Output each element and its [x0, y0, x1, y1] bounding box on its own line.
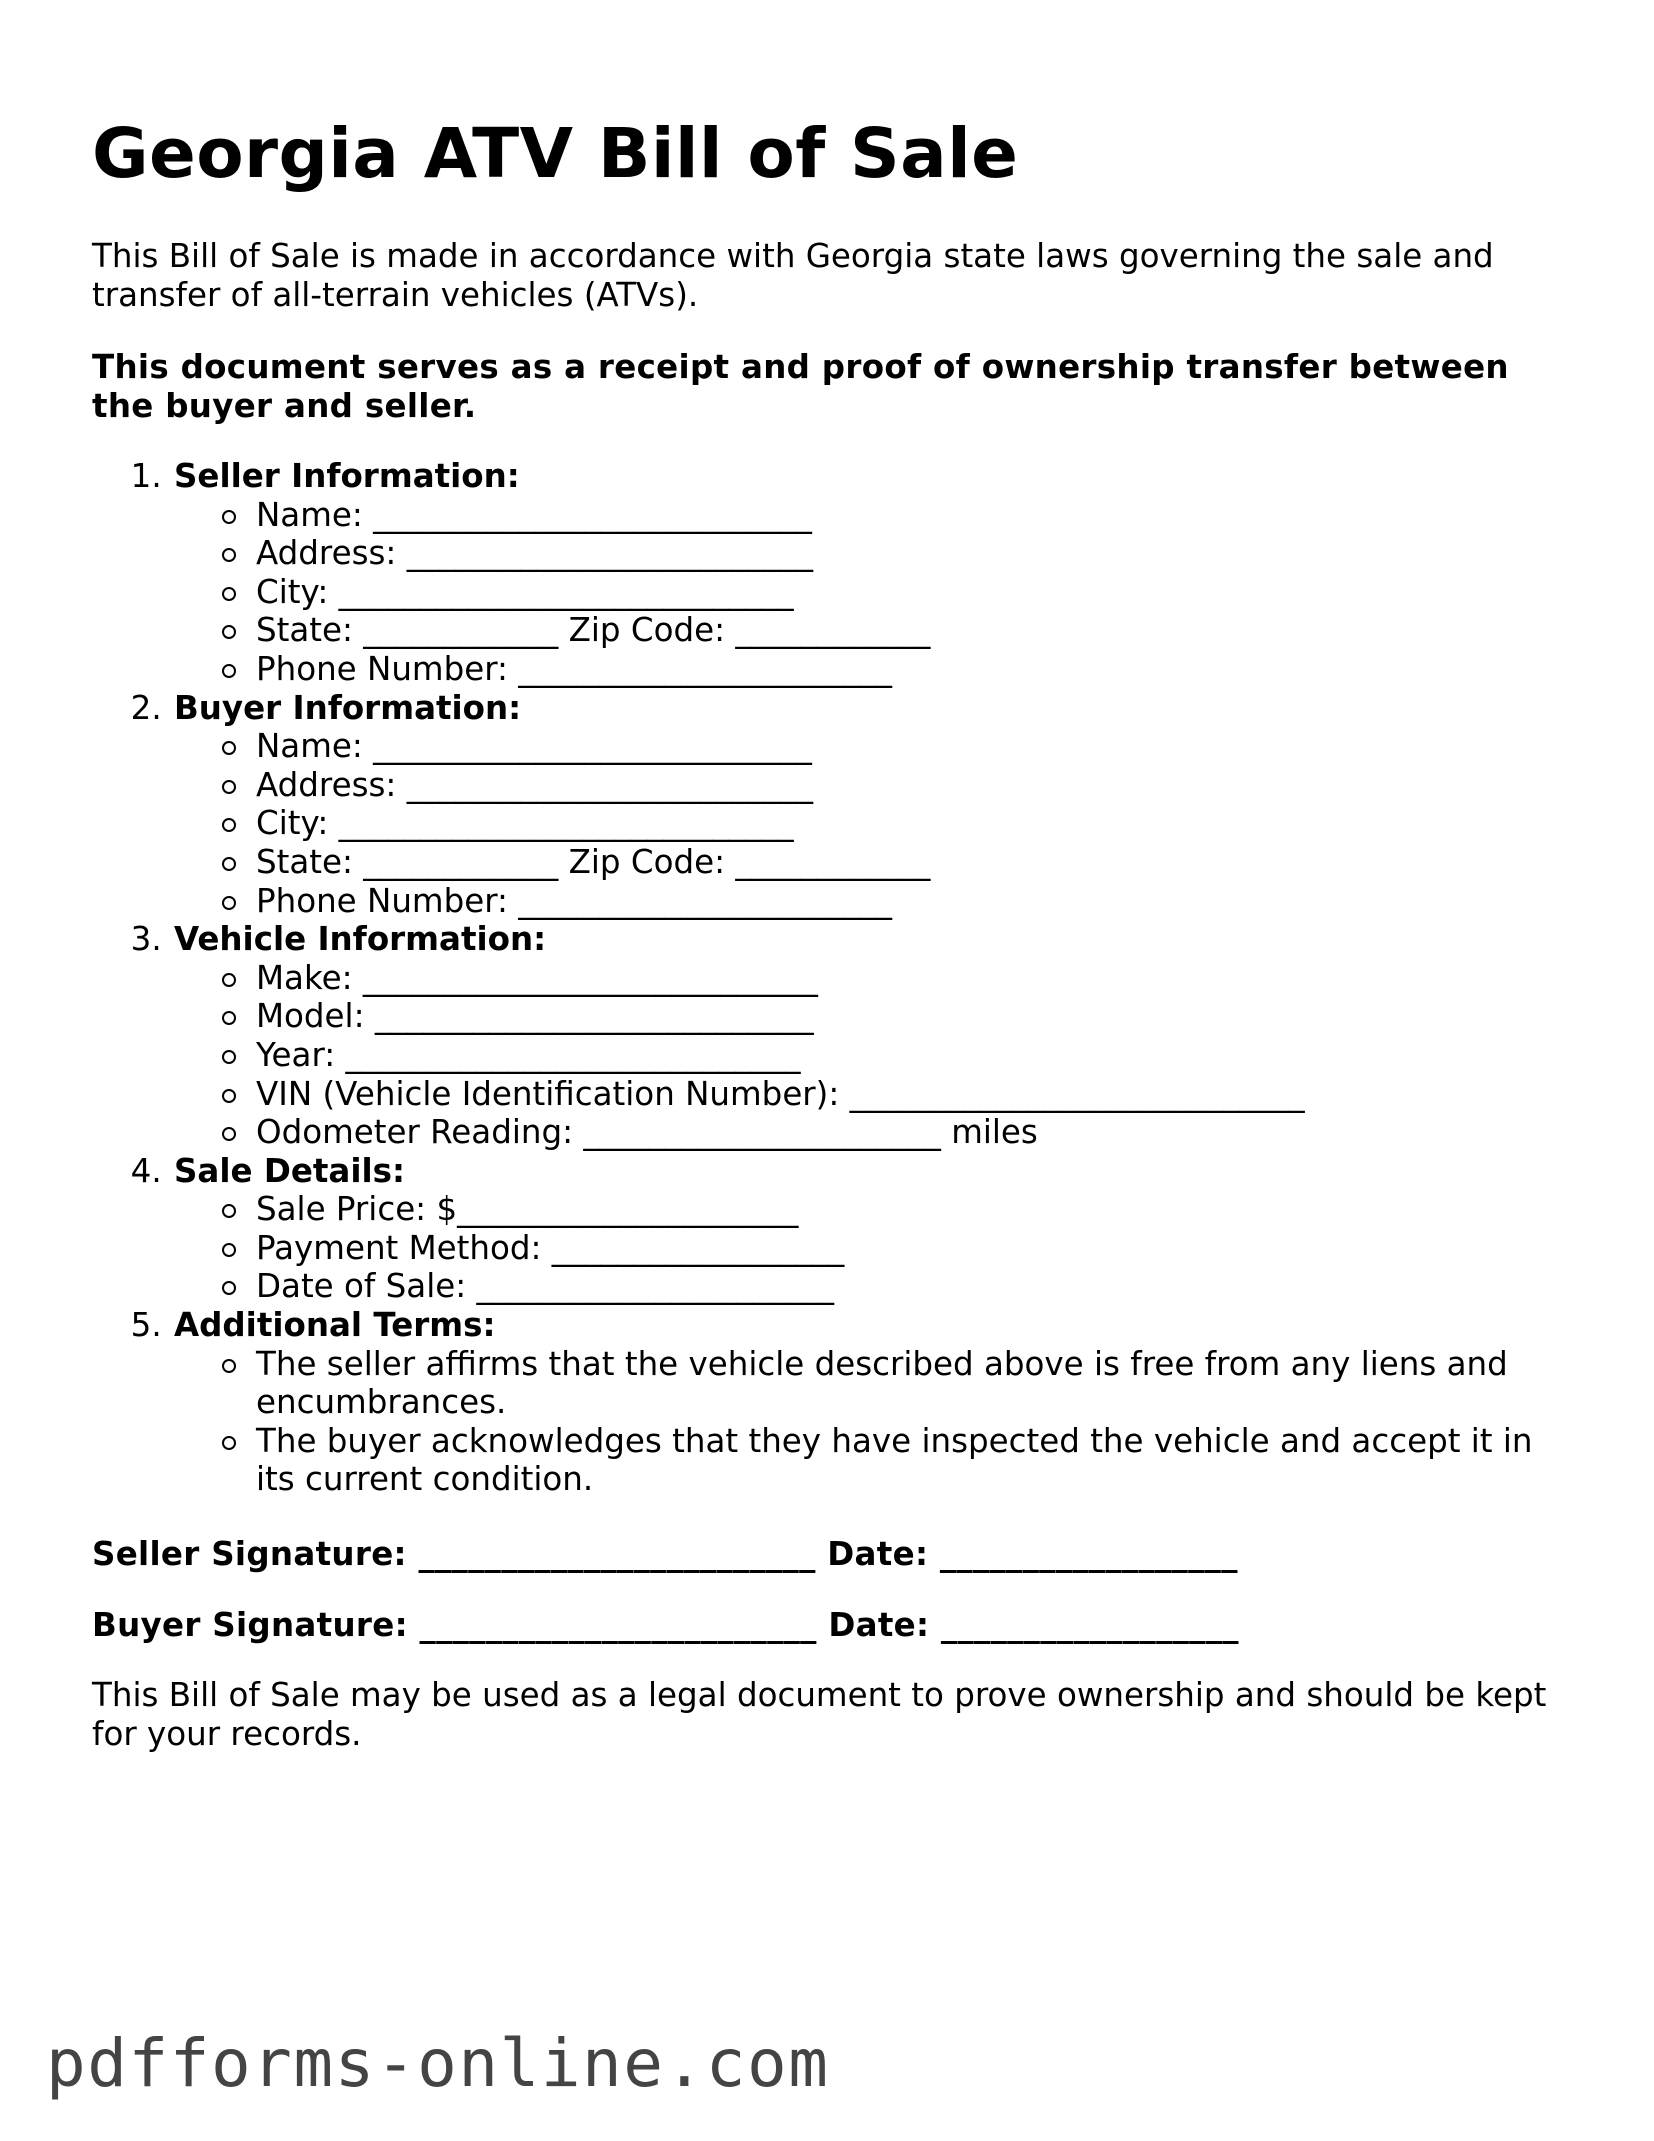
vehicle-model-field[interactable]: Model: ___________________________	[256, 997, 1572, 1036]
buyer-address-field[interactable]: Address: _________________________	[256, 766, 1572, 805]
buyer-state-zip-field[interactable]: State: ____________ Zip Code: ____________	[256, 843, 1572, 882]
seller-name-field[interactable]: Name: ___________________________	[256, 496, 1572, 535]
seller-state-zip-field[interactable]: State: ____________ Zip Code: ____________	[256, 611, 1572, 650]
closing-paragraph: This Bill of Sale may be used as a legal document to prove ownership and should be kept for your records.	[92, 1676, 1547, 1753]
vehicle-year-field[interactable]: Year: ____________________________	[256, 1036, 1572, 1075]
vehicle-vin-field[interactable]: VIN (Vehicle Identification Number): ____________________________	[256, 1075, 1572, 1114]
section-additional-terms	[172, 1306, 1572, 1499]
sale-fields	[174, 1190, 1572, 1306]
document-title: Georgia ATV Bill of Sale	[92, 114, 1019, 194]
section-title: Additional Terms:	[174, 1306, 496, 1345]
sale-price-field[interactable]: Sale Price: $_____________________	[256, 1190, 1572, 1229]
seller-phone-field[interactable]: Phone Number: _______________________	[256, 650, 1572, 689]
vehicle-make-field[interactable]: Make: ____________________________	[256, 959, 1572, 998]
section-vehicle-information	[172, 920, 1572, 1152]
notice-paragraph: This document serves as a receipt and proof of ownership transfer between the buyer and seller.	[92, 348, 1509, 425]
terms-list	[174, 1345, 1572, 1499]
buyer-city-field[interactable]: City: ____________________________	[256, 804, 1572, 843]
sections-list	[92, 457, 1572, 1499]
buyer-signature-line[interactable]: Buyer Signature: ________________________ Date: __________________	[92, 1606, 1239, 1644]
term-inspection: The buyer acknowledges that they have inspected the vehicle and accept it in its current condition.	[256, 1422, 1572, 1499]
section-title: Sale Details:	[174, 1151, 405, 1190]
seller-address-field[interactable]: Address: _________________________	[256, 534, 1572, 573]
intro-paragraph: This Bill of Sale is made in accordance with Georgia state laws governing the sale and transfer of all-terrain vehicles (ATVs).	[92, 237, 1494, 314]
section-title: Vehicle Information:	[174, 920, 547, 959]
seller-fields	[174, 496, 1572, 689]
payment-method-field[interactable]: Payment Method: __________________	[256, 1229, 1572, 1268]
section-sale-details	[172, 1152, 1572, 1306]
section-title: Seller Information:	[174, 457, 520, 495]
buyer-name-field[interactable]: Name: ___________________________	[256, 727, 1572, 766]
section-seller-information	[172, 457, 1572, 689]
date-of-sale-field[interactable]: Date of Sale: ______________________	[256, 1267, 1572, 1306]
buyer-phone-field[interactable]: Phone Number: _______________________	[256, 882, 1572, 921]
watermark-text: pdfforms-online.com	[46, 2025, 830, 2102]
section-title: Buyer Information:	[174, 688, 522, 727]
section-buyer-information	[172, 689, 1572, 921]
buyer-fields	[174, 727, 1572, 920]
vehicle-odometer-field[interactable]: Odometer Reading: ______________________ miles	[256, 1113, 1572, 1152]
term-liens: The seller affirms that the vehicle described above is free from any liens and encumbrances.	[256, 1345, 1572, 1422]
seller-signature-line[interactable]: Seller Signature: ________________________ Date: __________________	[92, 1535, 1238, 1573]
vehicle-fields	[174, 959, 1572, 1152]
seller-city-field[interactable]: City: ____________________________	[256, 573, 1572, 612]
